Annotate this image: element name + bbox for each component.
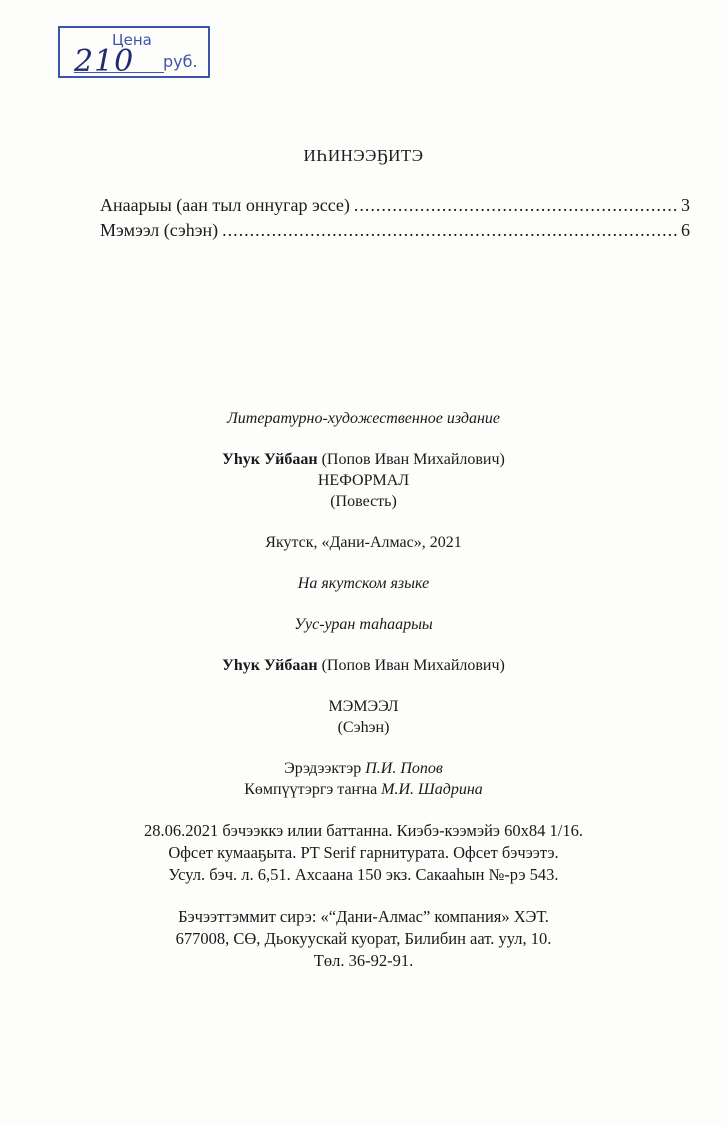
print-details [0,820,727,886]
contents-item [100,220,690,241]
contents-item [100,195,690,216]
author-pseudonym: Уһук Уйбаан [222,451,318,468]
print-line: Усул. бэч. л. 6,51. Ахсаана 150 экз. Сакааһын №-рэ 543. [168,865,559,884]
price-stamp-underline [74,72,164,73]
contents-leader-dots [354,195,679,216]
editor-label: Эрэдээктэр [284,760,362,777]
imprint-block [0,408,727,972]
contents-item-title: Анаарыы (аан тыл оннугар эссе) [100,195,350,215]
book-genre-yakut: (Сэһэн) [337,719,390,736]
print-line: 28.06.2021 бэчээккэ илии баттанна. Киэбэ-кээмэйэ 60х84 1/16. [144,821,583,840]
yakut-edition-type: Уус-уран таһаарыы [294,616,433,633]
price-stamp-value: 210 [74,44,135,79]
publisher-details [0,906,727,972]
price-stamp-currency: руб. [163,52,198,71]
author-pseudonym: Уһук Уйбаан [222,657,318,674]
contents-item-page: 3 [681,195,690,215]
author-line-yakut [0,655,727,676]
book-title: НЕФОРМАЛ [317,472,410,489]
place-year: Якутск, «Дани-Алмас», 2021 [265,534,462,551]
contents-item-title: Мэмээл (сэһэн) [100,220,219,240]
book-genre: (Повесть) [330,493,397,510]
author-real-name: (Попов Иван Михайлович) [321,657,505,674]
publisher-line: 677008, СӨ, Дьокуускай куорат, Билибин аат. уул, 10. [175,929,552,948]
edition-type: Литературно-художественное издание [226,410,501,427]
publisher-line: Бэчээттэммит сирэ: «“Дани-Алмас” компания» ХЭТ. [178,907,549,926]
layout-label: Көмпүүтэргэ таҥна [244,781,378,798]
price-stamp [58,26,210,78]
contents-leader-dots [222,220,679,241]
editor-line [0,758,727,779]
contents-item-page: 6 [681,220,690,240]
author-real-name: (Попов Иван Михайлович) [321,451,505,468]
book-title-yakut: МЭМЭЭЛ [328,698,399,715]
author-line [0,449,727,470]
language-note: На якутском языке [297,575,430,592]
print-line: Офсет кумааҕыта. PT Serif гарнитурата. Офсет бэчээтэ. [168,843,559,862]
layout-line [0,779,727,800]
editor-name: П.И. Попов [365,760,443,777]
price-stamp-label: Цена [112,31,152,49]
layout-name: М.И. Шадрина [381,781,483,798]
publisher-line: Төл. 36-92-91. [313,951,414,970]
contents-title: ИҺИНЭЭҔИТЭ [303,146,424,165]
